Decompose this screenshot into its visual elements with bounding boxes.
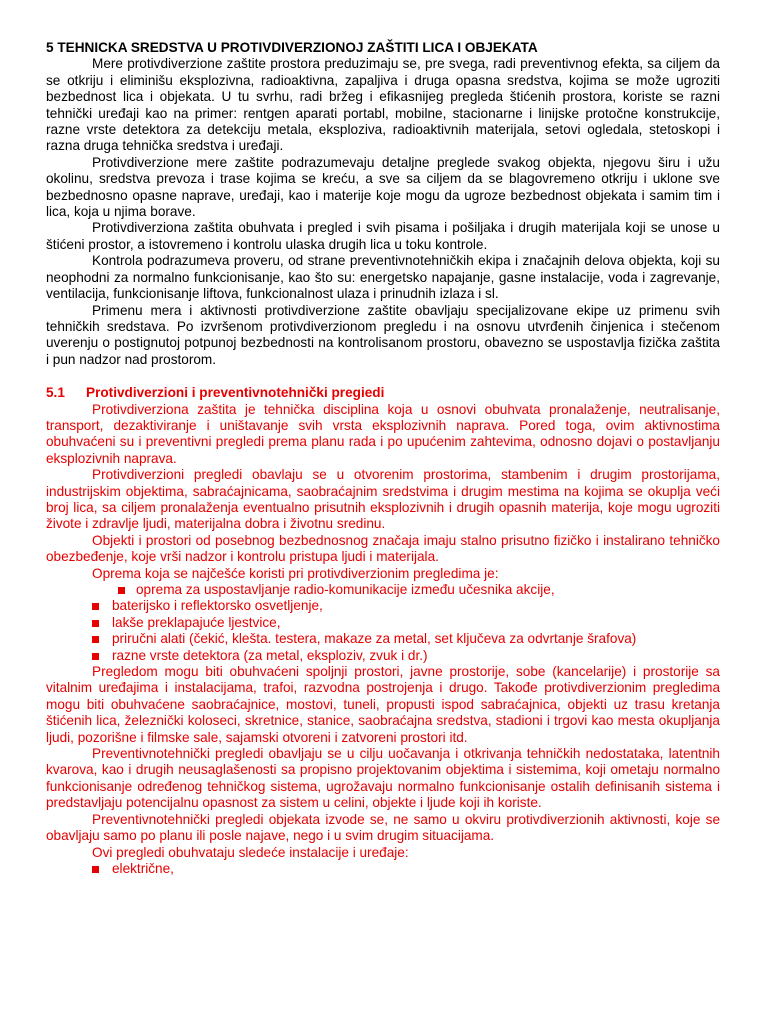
square-bullet-icon (92, 653, 99, 660)
list-item: električne, (46, 861, 720, 877)
list-item: lakše preklapajuće ljestvice, (46, 615, 720, 631)
paragraph: Kontrola podrazumeva proveru, od strane preventivnotehničkih ekipa i značajnih delova objekta, koji su neophodni za normalno funkcionisanje, kao što su: energetsko napajanje, gasne instalacije, voda i zagrevanje, ventilacija, funkcionisanje liftova, funkcionalnost ulaza i prinudnih izlaza i sl. (46, 253, 720, 302)
paragraph: Mere protivdiverzione zaštite prostora preduzimaju se, pre svega, radi preventivnog efekta, sa ciljem da se otkriju i eliminišu eksplozivna, radioaktivna, zapaljiva i druga opasna sredstva, kojima se može ugroziti bezbednost lica i objekata. U tu svrhu, radi bržeg i efikasnijeg pregleda štićenih prostora, koriste se razni tehnički uređaji kao na primer: rentgen aparati portabl, mobilne, stacionarne i linijske protočne konstrukcije, razne vrste detektora za detekciju metala, eksploziva, radioaktivnih materijala, setovi ogledala, stetoskopi i razna druga tehnička sredstva i uređaji. (46, 56, 720, 154)
document-page (46, 40, 720, 877)
paragraph: Protivdiverziona zaštita je tehnička disciplina koja u osnovi obuhvata pronalaženje, neutralisanje, transport, dezaktiviranje i uništavanje svih vrsta eksplozivnih naprava. Pored toga, ovim aktivnostima obuhvaćeni su i preventivni pregledi prema planu rada i po upućenim zahtevima, odnosno dojavi o postavljanju eksplozivnih naprava. (46, 401, 720, 466)
paragraph: Preventivnotehnički pregledi obavljaju se u cilju uočavanja i otkrivanja tehničkih nedostataka, latentnih kvarova, kao i drugih neusaglašenosti sa propisno projektovanim objektima i sistemima, koji ometaju normalno funkcionisanje određenog tehničkog sistema, ugrožavaju normalno funkcionisanje ostalih definisanih sistema i predstavljaju potencijalnu opasnost za sistem u celini, objekte i ljude koji ih koriste. (46, 746, 720, 811)
square-bullet-icon (92, 603, 99, 610)
paragraph: Protivdiverzioni pregledi obavlaju se u otvorenim prostorima, stambenim i drugim prostorijama, industrijskim objektima, sabraćajnicama, saobraćajnim sredstvima i drugim mestima na kojima se okuplja veći broj lica, sa ciljem pronalaženja eventualno prisutnih eksplozivnih i drugih opasnih materija, koje mogu ugroziti živote i zdravlje ljudi, materijalna dobra i životnu sredinu. (46, 467, 720, 532)
installations-list (46, 861, 720, 877)
paragraph: Preventivnotehnički pregledi objekata izvode se, ne samo u okviru protivdiverzionih aktivnosti, koje se obavljaju samo po planu ili posle najave, nego i u svim drugim situacijama. (46, 811, 720, 844)
subsection-title: Protivdiverzioni i preventivnotehnički pregiedi (86, 385, 385, 401)
square-bullet-icon (92, 620, 99, 627)
square-bullet-icon (118, 587, 125, 594)
paragraph: Protivdiverzione mere zaštite podrazumevaju detaljne preglede svakog objekta, njegovu širu i užu okolinu, sredstva prevoza i trase kojima se kreću, a sve sa ciljem da se blagovremeno otkriju i uklone sve bezbednosno opasne naprave, uređaji, kao i materije koje mogu da ugroze bezbednost objekata i samim tim i lica, koja u njima borave. (46, 154, 720, 220)
paragraph: Primenu mera i aktivnosti protivdiverzione zaštite obavljaju specijalizovane ekipe uz primenu svih tehničkih sredstava. Po izvršenom protivdiverzionom pregledu i na osnovu utvrđenih činjenica i stečenom uverenju o postignutoj potpunoj bezbednosti na kontrolisanom prostoru, obavezno se uspostavlja fizička zaštita i pun nadzor nad prostorom. (46, 302, 720, 367)
paragraph: Pregledom mogu biti obuhvaćeni spoljnji prostori, javne prostorije, sobe (kancelarije) i prostorije sa vitalnim uređajima i instalacijama, trafoi, razvodna postrojenja i drugo. Takođe protivdiverzionim pregledima mogu biti obuhvaćene saobraćajnice, mostovi, tuneli, propusti ispod sabraćajnica, objekti uz trasu kretanja štićenih lica, železnički koloseci, skretnice, stanice, saobraćajna sredstva, stadioni i trgovi kao mesta okupljanja ljudi, pozorišne i filmske sale, sajamski otvoreni i zatvoreni prostori itd. (46, 664, 720, 745)
paragraph: Ovi pregledi obuhvataju sledeće instalacije i uređaje: (92, 844, 409, 860)
paragraph: Protivdiverziona zaštita obuhvata i pregled i svih pisama i pošiljaka i drugih materijala koji se unose u štićeni prostor, a istovremeno i kontrolu ulaska drugih lica u toku kontrole. (46, 220, 720, 252)
list-item: razne vrste detektora (za metal, eksploziv, zvuk i dr.) (46, 648, 720, 664)
paragraph: Objekti i prostori od posebnog bezbednosnog značaja imaju stalno prisutno fizičko i instalirano tehničko obezbeđenje, koje vrši nadzor i kontrolu pristupa ljudi i materijala. (46, 532, 720, 565)
equipment-list (46, 582, 720, 664)
list-item: baterijsko i reflektorsko osvetljenje, (46, 598, 720, 614)
square-bullet-icon (92, 636, 99, 643)
square-bullet-icon (92, 866, 99, 873)
section-title: 5 TEHNICKA SREDSTVA U PROTIVDIVERZIONOJ ZAŠTITI LICA I OBJEKATA (46, 40, 538, 55)
list-item: oprema za uspostavljanje radio-komunikacije između učesnika akcije, (46, 582, 720, 598)
paragraph: Oprema koja se najčešće koristi pri protivdiverzionim pregledima je: (92, 565, 499, 581)
list-item: priručni alati (čekić, klešta. testera, makaze za metal, set ključeva za odvrtanje šrafova) (46, 631, 720, 647)
subsection-heading (46, 385, 720, 401)
subsection-number: 5.1 (46, 385, 65, 401)
